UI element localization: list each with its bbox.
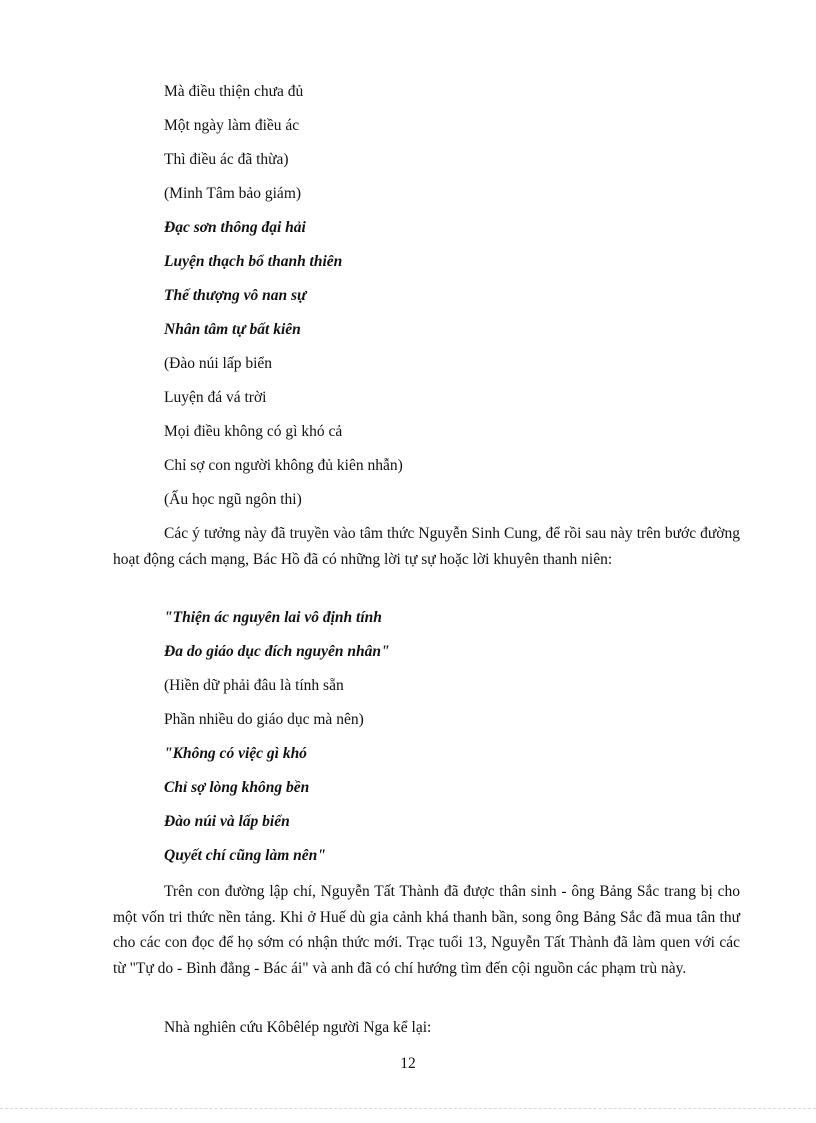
page-edge-divider: [0, 1108, 816, 1109]
verse-line: Luyện đá vá trời: [164, 389, 267, 406]
verse-line: (Đào núi lấp biển: [164, 355, 273, 372]
body-paragraph: Các ý tưởng này đã truyền vào tâm thức Nguyễn Sinh Cung, để rồi sau này trên bước đường hoạt động cách mạng, Bác Hồ đã có những lời tự sự hoặc lời khuyên thanh niên:: [113, 525, 740, 568]
verse-line-hanviet: Thế thượng vô nan sự: [164, 287, 307, 304]
quote-translation-line: (Hiền dữ phải đâu là tính sẵn: [164, 677, 344, 694]
verse-line: Mọi điều không có gì khó cả: [164, 423, 343, 440]
verse-line-hanviet: Nhân tâm tự bất kiên: [164, 321, 301, 338]
verse-line-hanviet: Đạc sơn thông đại hải: [164, 219, 306, 236]
verse-source: (Ấu học ngũ ngôn thi): [164, 491, 302, 508]
quote-line-hanviet: "Thiện ác nguyên lai vô định tính: [164, 609, 382, 626]
quote-line: "Không có việc gì khó: [164, 745, 307, 762]
verse-line: Mà điều thiện chưa đủ: [164, 83, 304, 100]
body-paragraph: Trên con đường lập chí, Nguyễn Tất Thành đã được thân sinh - ông Bảng Sắc trang bị cho một vốn tri thức nền tảng. Khi ở Huế dù gia cảnh khá thanh bần, song ông Bảng Sắc đã mua tân thư cho các con đọc để họ sớm có nhận thức mới. Trạc tuổi 13, Nguyễn Tất Thành đã làm quen với các từ "Tự do - Bình đẳng - Bác ái" và anh đã có chí hướng tìm đến cội nguồn các phạm trù này.: [113, 883, 740, 977]
verse-line: Một ngày làm điều ác: [164, 117, 300, 134]
quote-line-hanviet: Đa do giáo dục đích nguyên nhân": [164, 643, 390, 660]
verse-source: (Minh Tâm bảo giám): [164, 185, 302, 202]
verse-line-hanviet: Luyện thạch bổ thanh thiên: [164, 253, 343, 270]
verse-line: Thì điều ác đã thừa): [164, 151, 289, 168]
quote-line: Chỉ sợ lòng không bền: [164, 779, 310, 796]
quote-line: Đào núi và lấp biển: [164, 813, 290, 830]
quote-line: Quyết chí cũng làm nên": [164, 847, 326, 864]
body-paragraph: Nhà nghiên cứu Kôbêlép người Nga kể lại:: [164, 1019, 432, 1036]
quote-translation-line: Phần nhiều do giáo dục mà nên): [164, 711, 364, 728]
verse-line: Chỉ sợ con người không đủ kiên nhẫn): [164, 457, 403, 474]
page-number: 12: [400, 1055, 416, 1072]
